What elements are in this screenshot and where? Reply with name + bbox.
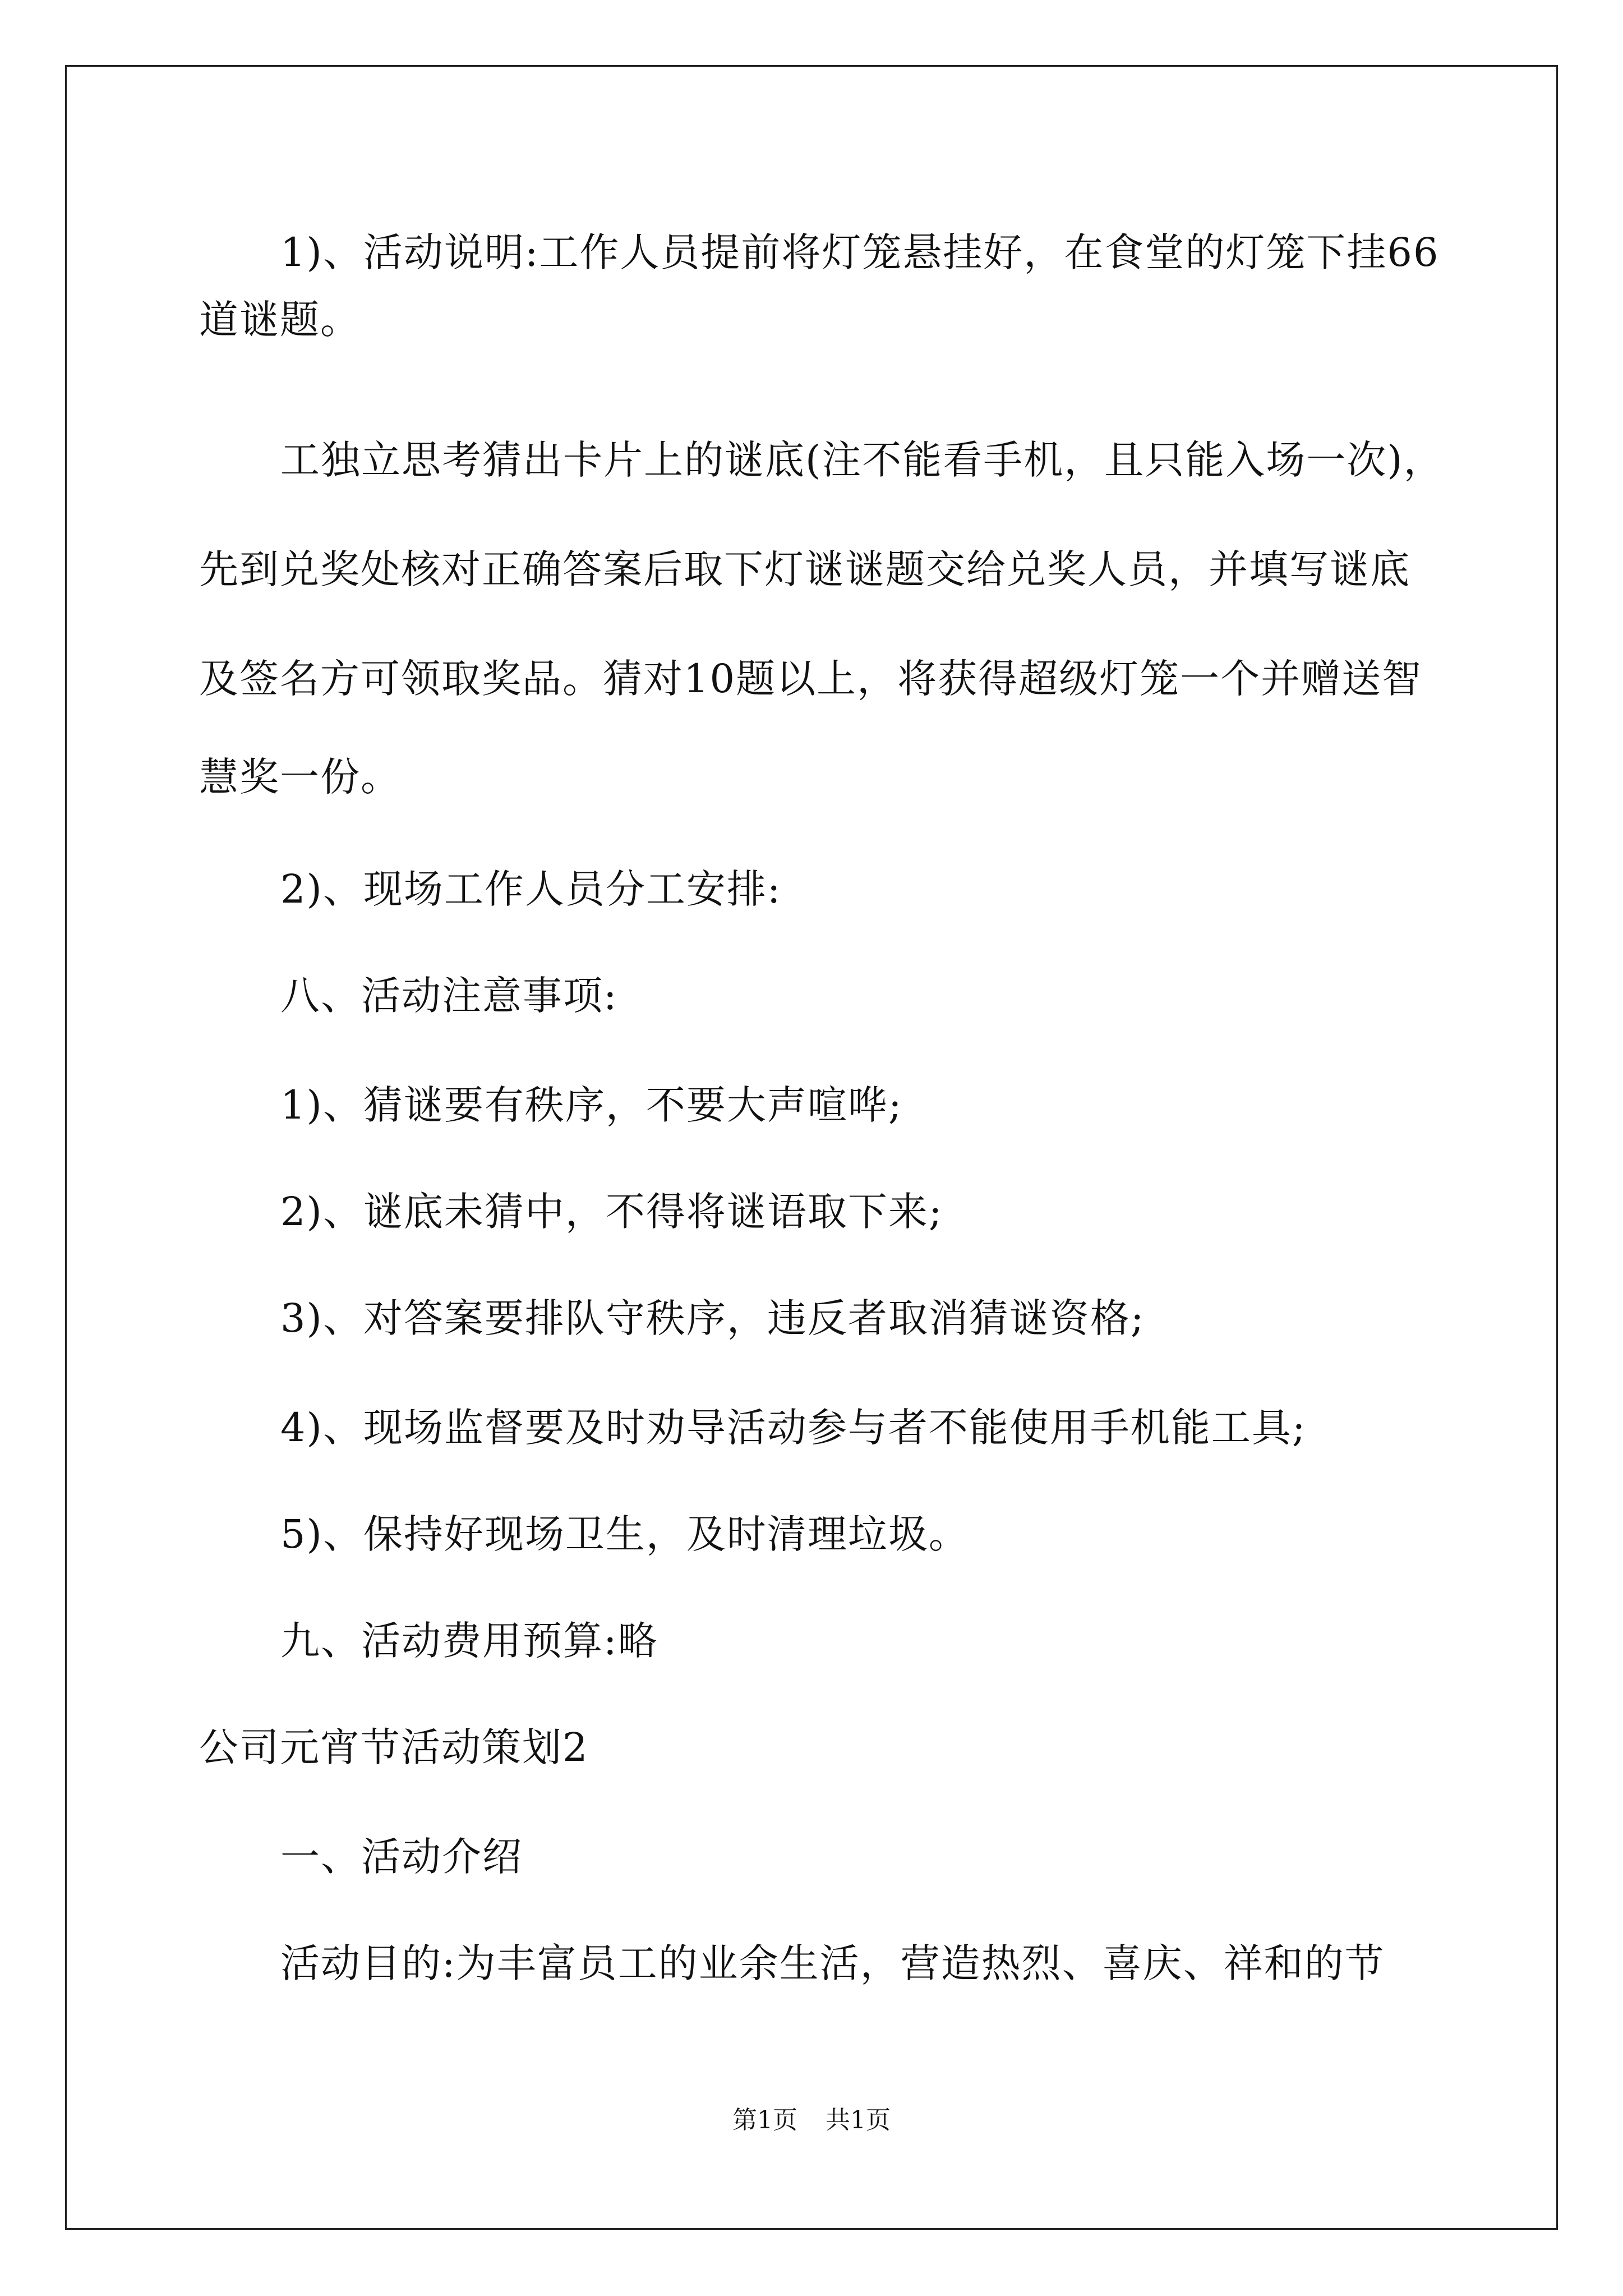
paragraph-line: 4)、现场监督要及时劝导活动参与者不能使用手机能工具; <box>280 1405 1307 1451</box>
section-heading: 一、活动介绍 <box>280 1834 523 1880</box>
paragraph-line: 及签名方可领取奖品。猜对10题以上，将获得超级灯笼一个并赠送智 <box>199 656 1423 702</box>
paragraph-line: 2)、谜底未猜中，不得将谜语取下来; <box>280 1189 943 1235</box>
paragraph-line: 1)、猜谜要有秩序，不要大声喧哗; <box>280 1082 903 1128</box>
section-heading: 八、活动注意事项: <box>280 973 618 1019</box>
paragraph-line: 2)、现场工作人员分工安排: <box>280 866 782 912</box>
page-total: 共1页 <box>826 2106 891 2134</box>
paragraph-line: 3)、对答案要排队守秩序，违反者取消猜谜资格; <box>280 1295 1145 1341</box>
paragraph-line: 道谜题。 <box>199 297 361 343</box>
page-number: 第1页 <box>732 2106 797 2134</box>
section-heading: 九、活动费用预算:略 <box>280 1618 658 1664</box>
page-border <box>65 65 1558 2230</box>
paragraph-line: 慧奖一份。 <box>199 754 401 800</box>
paragraph-line: 先到兑奖处核对正确答案后取下灯谜谜题交给兑奖人员，并填写谜底 <box>199 546 1410 592</box>
paragraph-line: 5)、保持好现场卫生，及时清理垃圾。 <box>280 1511 969 1557</box>
document-title: 公司元宵节活动策划2 <box>199 1724 589 1770</box>
paragraph-line: 活动目的:为丰富员工的业余生活，营造热烈、喜庆、祥和的节 <box>280 1940 1385 1986</box>
paragraph-line: 1)、活动说明:工作人员提前将灯笼悬挂好，在食堂的灯笼下挂66 <box>280 229 1440 275</box>
page-footer <box>0 2104 1623 2137</box>
paragraph-line: 工独立思考猜出卡片上的谜底(注不能看手机，且只能入场一次)， <box>280 437 1444 483</box>
